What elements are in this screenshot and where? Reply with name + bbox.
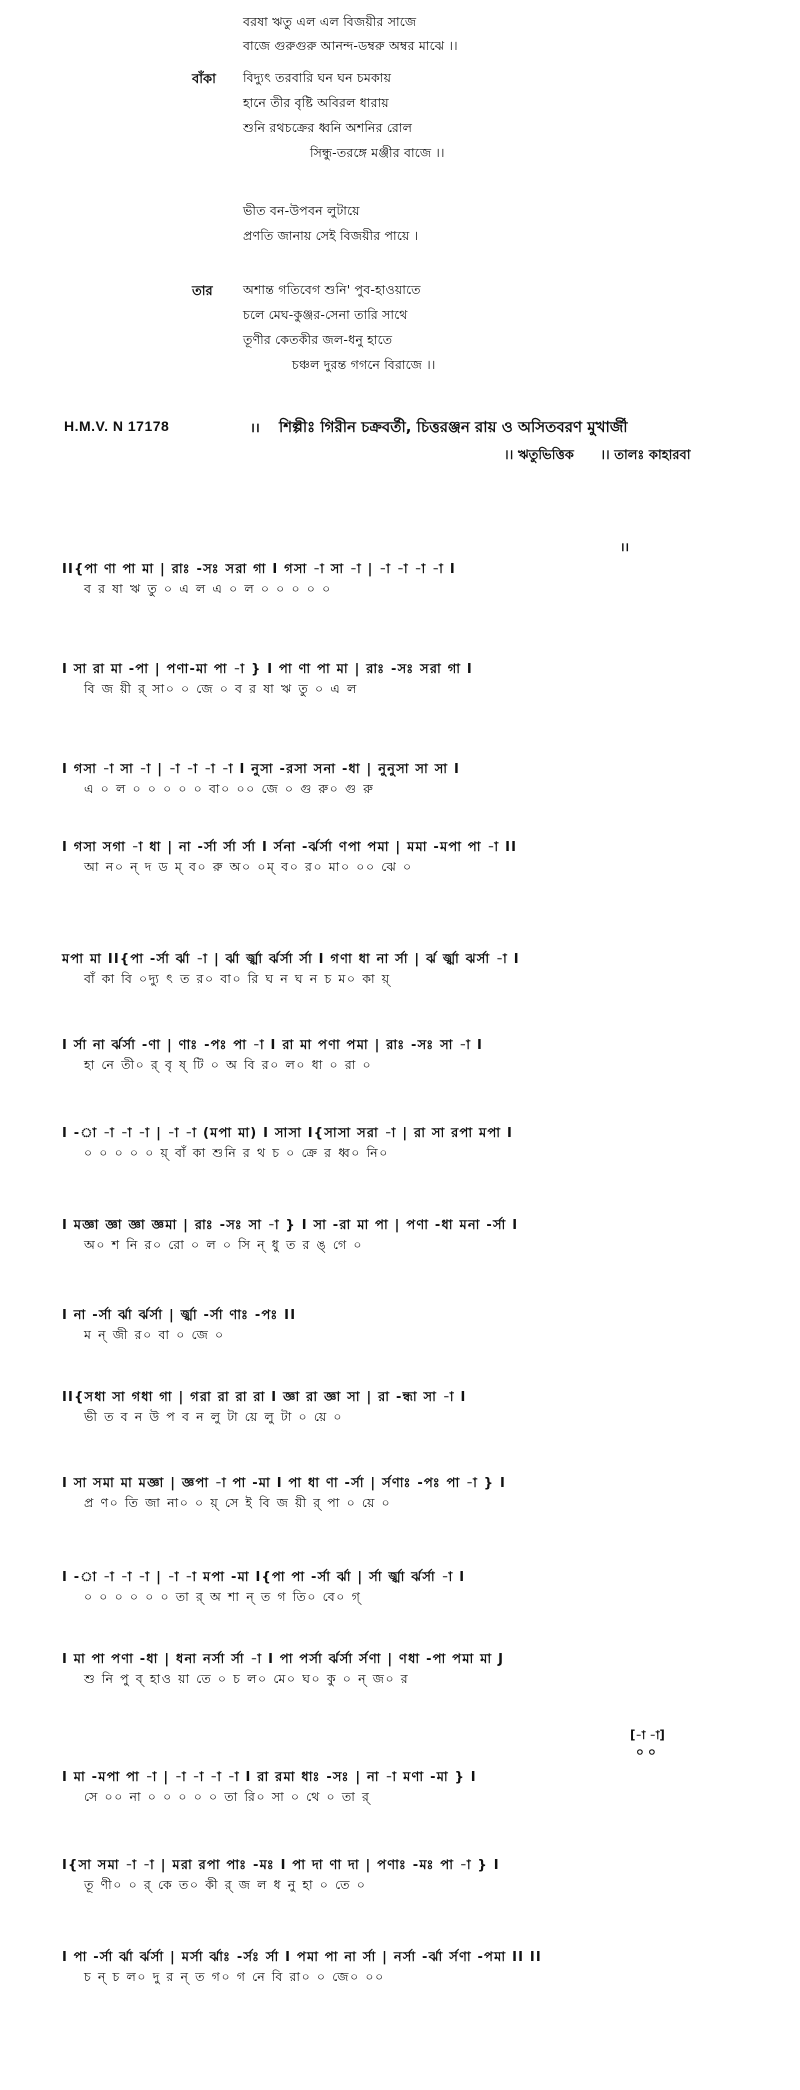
- syllable-line: অ০ শ নি র০ রো ০ ল ০ সি ন্ ধু ত র ঙ্ গে ০: [84, 1237, 364, 1252]
- artists-credit: শিল্পীঃ গিরীন চক্রবর্তী, চিত্তরঞ্জন রায় ও অসিতবরণ মুখার্জী: [279, 418, 628, 436]
- syllable-line: চ ন্ চ ল০ দু র ন্ ত গ০ গ নে বি রা০ ০ জে০ ০০: [84, 1969, 385, 1984]
- swara-line: I -া -া -া -া | -া -া মপা -মা I{পা পা -র্সা র্ঝা | র্সা র্জ্ঝা র্ঝর্সা -া I: [62, 1570, 466, 1585]
- syllable-line: ০ ০ ০ ০ ০ য়্ বাঁ কা শুনি র থ চ ০ ক্রে র ধ্ব০ নি০: [84, 1145, 389, 1160]
- taal-label: ।। তালঃ কাহারবা: [600, 448, 691, 463]
- notation-row: [62, 760, 762, 800]
- notation-row: [62, 1124, 762, 1164]
- lyric-line: সিন্ধু-তরঙ্গে মঞ্জীর বাজে ।।: [310, 145, 445, 160]
- stanza-label-banka: বাঁকা: [192, 72, 216, 87]
- notation-row: [62, 1768, 762, 1808]
- notation-row: [62, 1216, 762, 1256]
- notation-divider: ।।: [620, 540, 630, 554]
- swara-line: I সা সমা মা মজ্ঞা | জ্ঞপা -া পা -মা I পা ধা ণা -র্সা | র্সণাঃ -পঃ পা -া } I: [62, 1476, 507, 1491]
- syllable-line: বাঁ কা বি ০দ্যু ৎ ত র০ বা০ রি ঘ ন ঘ ন চ ম০ কা য়্: [84, 971, 391, 986]
- notation-row: [62, 1474, 762, 1514]
- syllable-line: এ ০ ল ০ ০ ০ ০ ০ বা০ ০০ জে ০ গু রু০ গু রু: [84, 781, 375, 796]
- swara-line: I র্সা না র্ঝর্সা -ণা | ণাঃ -পঃ পা -া I রা মা পণা পমা | রাঃ -সঃ সা -া I: [62, 1038, 484, 1053]
- notation-row: [62, 1568, 762, 1608]
- swara-line: I পা -র্সা র্ঝা র্ঝর্সা | মর্সা র্ঝাঃ -র্সঃ র্সা I পমা পা না র্সা | নর্সা -র্ঝা র্সণা -পমা II II: [62, 1950, 542, 1965]
- swara-line: I গসা -া সা -া | -া -া -া -া I নুসা -রসা সনা -ধা | নুনুসা সা সা I: [62, 762, 461, 777]
- bracket-zero: ০ ০: [636, 1745, 656, 1759]
- syllable-line: ভী ত ব ন উ প ব ন লু টা য়ে লু টা ০ য়ে ০: [84, 1409, 344, 1424]
- song-meta: [504, 446, 713, 467]
- lyric-line: শুনি রথচক্রের ধ্বনি অশনির রোল: [243, 120, 413, 135]
- lyric-line: চঞ্চল দুরন্ত গগনে বিরাজে ।।: [292, 357, 436, 372]
- stanza-label-taar: তার: [192, 284, 213, 299]
- swara-line: I না -র্সা র্ঝা র্ঝর্সা | র্জ্ঝা -র্সা ণাঃ -পঃ II: [62, 1308, 297, 1323]
- notation-row: [62, 1388, 762, 1428]
- notation-row: [62, 1650, 762, 1690]
- notation-row: [62, 1036, 762, 1076]
- notation-row: [62, 1948, 762, 1988]
- swara-line: I{সা সমা -া -া | মরা রপা পাঃ -মঃ I পা দা ণা দা | পণাঃ -মঃ পা -া } I: [62, 1858, 500, 1873]
- syllable-line: শু নি পু ব্ হাও য়া তে ০ চ ল০ মে০ ঘ০ কু ০ ন্ জ০ র: [84, 1671, 410, 1686]
- genre-label: ।। ঋতুভিত্তিক: [504, 448, 574, 463]
- lyric-line: তূণীর কেতকীর জল-ধনু হাতে: [243, 332, 393, 347]
- notation-row: [62, 838, 762, 878]
- syllable-line: তূ ণী০ ০ র্ কে ত০ কী র্ জ ল ধ নু হা ০ তে ০: [84, 1877, 367, 1892]
- swara-line: II{পা ণা পা মা | রাঃ -সঃ সরা গা I গসা -া সা -া | -া -া -া -া I: [62, 562, 456, 577]
- notation-row: [62, 660, 762, 700]
- swara-line: I মা পা পণা -ধা | ধনা নর্সা র্সা -া I পা পর্সা র্ঝর্সা র্সণা | ণধা -পা পমা মা J: [62, 1652, 505, 1667]
- record-code: H.M.V. N 17178: [64, 418, 170, 434]
- lyric-line: বিদ্যুৎ তরবারি ঘন ঘন চমকায়: [243, 70, 392, 85]
- lyric-line: বরষা ঋতু এল এল বিজয়ীর সাজে: [243, 14, 417, 29]
- syllable-line: বি জ য়ী র্ সা০ ০ জে ০ ব র ষা ঋ তু ০ এ ল: [84, 681, 358, 696]
- lyric-line: বাজে গুরুগুরু আনন্দ-ডম্বরু অম্বর মাঝে ।।: [243, 38, 458, 53]
- notation-row: [62, 1856, 762, 1896]
- lyric-line: ভীত বন-উপবন লুটায়ে: [243, 203, 360, 218]
- swara-line: মপা মা II{পা -র্সা র্ঝা -া | র্ঝা র্জ্ঝা র্ঝর্সা র্সা I গণা ধা না র্সা | র্ঝ র্জ্ঝা ঝর্সা -া I: [62, 952, 520, 967]
- notation-row: [62, 560, 762, 600]
- syllable-line: প্র ণ০ তি জা না০ ০ য়্ সে ই বি জ য়ী র্ পা ০ য়ে ০: [84, 1495, 392, 1510]
- record-info: [64, 418, 784, 440]
- syllable-line: ম ন্ জী র০ বা ০ জে ০: [84, 1327, 225, 1342]
- syllable-line: ০ ০ ০ ০ ০ ০ তা র্ অ শা ন্ ত গ তি০ বে০ গ্: [84, 1589, 362, 1604]
- swara-line: II{সধা সা গধা গা | গরা রা রা রা I জ্ঞা রা জ্ঞা সা | রা -ন্ধা সা -া I: [62, 1390, 467, 1405]
- syllable-line: ব র ষা ঋ তু ০ এ ল এ ০ ল ০ ০ ০ ০ ০: [84, 581, 332, 596]
- notation-row: [62, 1306, 762, 1346]
- swara-line: I গসা সগা -া ধা | না -র্সা র্সা র্সা I র্সনা -র্ঝর্সা ণপা পমা | মমা -মপা পা -া II: [62, 840, 518, 855]
- swara-line: I মা -মপা পা -া | -া -া -া -া I রা রমা ধাঃ -সঃ | না -া মণা -মা } I: [62, 1770, 477, 1785]
- syllable-line: হা নে তী০ র্ বৃ ষ্ টি ০ অ বি র০ ল০ ধা ০ রা ০: [84, 1057, 373, 1072]
- swara-line: I সা রা মা -পা | পণা-মা পা -া } I পা ণা পা মা | রাঃ -সঃ সরা গা I: [62, 662, 473, 677]
- lyric-line: চলে মেঘ-কুঞ্জর-সেনা তারি সাথে: [243, 307, 408, 322]
- lyric-line: অশান্ত গতিবেগ শুনি' পুব-হাওয়াতে: [243, 282, 421, 297]
- lyric-line: হানে তীর বৃষ্টি অবিরল ধারায়: [243, 95, 389, 110]
- lyric-line: প্রণতি জানায় সেই বিজয়ীর পায়ে ।: [243, 228, 419, 243]
- record-separator: ।।: [250, 421, 260, 436]
- notation-row: [62, 950, 762, 990]
- swara-line: I -া -া -া -া | -া -া (মপা মা) I সাসা I{সাসা সরা -া | রা সা রপা মপা I: [62, 1126, 514, 1141]
- swara-line: I মজ্ঞা জ্ঞা জ্ঞা জ্ঞমা | রাঃ -সঃ সা -া } I সা -রা মা পা | পণা -ধা মনা -র্সা I: [62, 1218, 519, 1233]
- bracket-notes: [-া -া]: [630, 1728, 665, 1742]
- syllable-line: সে ০০ না ০ ০ ০ ০ ০ তা রি০ সা ০ থে ০ তা র্: [84, 1789, 371, 1804]
- syllable-line: আ ন০ ন্ দ ড ম্ ব০ রু অ০ ০ম্ ব০ র০ মা০ ০০ ঝে ০: [84, 859, 413, 874]
